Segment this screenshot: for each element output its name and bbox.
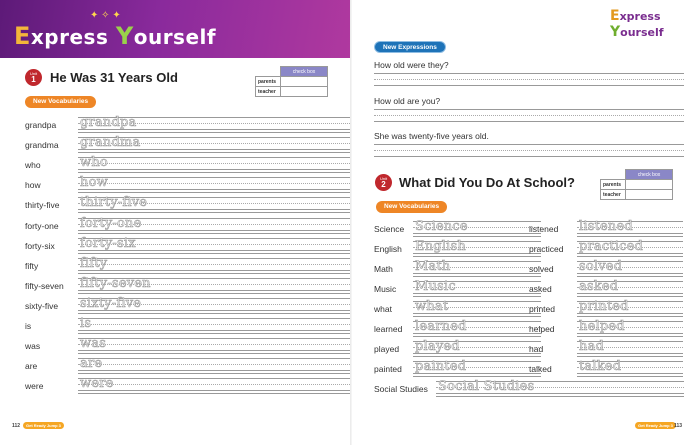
vocab-word: asked (529, 284, 552, 294)
tracing-lines[interactable] (413, 218, 541, 238)
tracing-lines[interactable] (78, 275, 352, 295)
vocab-row (529, 258, 683, 278)
writing-line (374, 156, 684, 157)
page-title: What Did You Do At School? (399, 175, 575, 190)
vocab-row (25, 174, 352, 194)
writing-line (374, 79, 684, 80)
vocab-word: thirty-five (25, 200, 60, 211)
vocab-word: sixty-five (25, 300, 59, 311)
tracing-lines[interactable] (577, 258, 683, 278)
check-box-header: check box (281, 67, 328, 77)
writing-line (374, 85, 684, 86)
trace-word: is (80, 316, 92, 331)
tracing-lines[interactable] (78, 295, 352, 315)
trace-word: painted (415, 359, 467, 374)
tracing-lines[interactable] (78, 255, 352, 275)
check-box-table (255, 66, 328, 97)
tracing-lines[interactable] (577, 278, 683, 298)
tracing-lines[interactable] (577, 218, 683, 238)
tracing-lines[interactable] (577, 318, 683, 338)
vocab-row (529, 338, 683, 358)
vocab-word: are (25, 361, 38, 372)
trace-word: what (415, 299, 449, 314)
tracing-lines[interactable] (78, 174, 352, 194)
vocab-pill: New Vocabularies (376, 201, 447, 213)
vocab-row (374, 338, 544, 358)
tracing-lines[interactable] (78, 194, 352, 214)
trace-word: talked (579, 359, 622, 374)
footer-label: Get Ready Jump 3 (23, 422, 64, 429)
trace-word: English (415, 239, 466, 254)
trace-word: how (80, 175, 108, 191)
vocab-row (25, 275, 352, 295)
vocab-row (25, 315, 352, 335)
page-title: He Was 31 Years Old (50, 70, 178, 85)
vocab-row (374, 258, 541, 278)
vocab-row (374, 378, 684, 398)
tracing-lines[interactable] (78, 375, 352, 395)
unit-badge: Unit 2 (375, 174, 392, 191)
vocab-row (529, 238, 683, 258)
expression-3: She was twenty-five years old. (374, 131, 489, 141)
vocab-word: printed (529, 304, 555, 314)
vocab-row (529, 298, 683, 318)
vocab-row (25, 114, 352, 134)
vocab-row (529, 278, 683, 298)
writing-line (374, 109, 684, 110)
trace-word: thirty-five (80, 195, 148, 211)
teacher-label: teacher (256, 87, 281, 97)
trace-word: forty-one (80, 215, 142, 231)
vocab-word: learned (374, 324, 403, 334)
tracing-lines[interactable] (413, 298, 541, 318)
unit-badge: Unit 1 (25, 69, 42, 86)
trace-word: are (80, 356, 103, 372)
expression-1: How old were they? (374, 60, 449, 70)
writing-line (374, 115, 684, 116)
trace-word: printed (579, 299, 629, 314)
vocab-row (25, 215, 352, 235)
vocab-word: practiced (529, 244, 564, 254)
trace-word: helped (579, 319, 625, 334)
vocab-word: fifty (25, 260, 39, 271)
vocab-word: had (529, 344, 544, 354)
vocab-row (25, 335, 352, 355)
vocab-word: Math (374, 264, 393, 274)
vocab-word: forty-one (25, 220, 59, 231)
vocab-row (374, 278, 541, 298)
vocab-word: who (25, 160, 41, 171)
trace-word: asked (579, 279, 619, 294)
tracing-lines[interactable] (413, 318, 541, 338)
trace-word: had (579, 339, 605, 354)
tracing-lines[interactable] (78, 154, 352, 174)
parents-check-field[interactable] (626, 180, 673, 190)
vocab-word: were (25, 381, 44, 392)
writing-line (374, 73, 684, 74)
brand-logo-small: Express Yourself (610, 8, 664, 40)
right-page (352, 0, 700, 445)
trace-word: Science (415, 219, 468, 234)
trace-word: forty-six (80, 235, 136, 251)
tracing-lines[interactable] (577, 338, 683, 358)
page-number: 112 (12, 423, 21, 429)
trace-word: grandpa (80, 115, 137, 130)
tracing-lines[interactable] (577, 298, 683, 318)
tracing-lines[interactable] (78, 134, 352, 154)
trace-word: learned (415, 319, 467, 334)
tracing-lines[interactable] (413, 238, 541, 258)
tracing-lines[interactable] (413, 338, 544, 358)
vocab-row (25, 134, 352, 154)
vocab-row (374, 318, 541, 338)
writing-line (374, 121, 684, 122)
vocab-word: forty-six (25, 240, 55, 251)
expression-2: How old are you? (374, 96, 441, 106)
tracing-lines[interactable] (577, 238, 683, 258)
parents-check-field[interactable] (281, 77, 328, 87)
vocab-pill: New Vocabularies (25, 96, 96, 108)
parents-label: parents (601, 180, 626, 190)
page-number: 113 (674, 423, 683, 429)
trace-word: solved (579, 259, 623, 274)
vocab-word: solved (529, 264, 554, 274)
tracing-lines[interactable] (78, 114, 352, 134)
vocab-word: is (25, 321, 32, 331)
vocab-row (25, 235, 352, 255)
teacher-label: teacher (601, 190, 626, 200)
brand-banner (0, 0, 352, 58)
vocab-row (529, 358, 683, 378)
trace-word: was (80, 336, 107, 352)
vocab-row (374, 218, 541, 238)
tracing-lines[interactable] (78, 215, 352, 235)
vocab-word: listened (529, 224, 559, 234)
vocab-word: English (374, 244, 402, 254)
trace-word: Social Studies (438, 379, 535, 394)
vocab-word: talked (529, 364, 552, 374)
tracing-lines[interactable] (413, 278, 541, 298)
trace-word: Math (415, 259, 451, 274)
vocab-word: Science (374, 224, 405, 234)
stars-decoration-icon: ✦ ✧ ✦ (90, 10, 121, 21)
tracing-lines[interactable] (78, 335, 352, 355)
vocab-row (374, 238, 541, 258)
vocab-word: how (25, 180, 41, 191)
tracing-lines[interactable] (413, 358, 541, 378)
trace-word: listened (579, 219, 633, 234)
tracing-lines[interactable] (78, 355, 352, 375)
trace-word: Music (415, 279, 456, 294)
vocab-word: Social Studies (374, 384, 428, 394)
vocab-word: helped (529, 324, 555, 334)
vocab-row (529, 318, 683, 338)
tracing-lines[interactable] (413, 258, 541, 278)
tracing-lines[interactable] (78, 315, 352, 335)
trace-word: were (80, 376, 114, 392)
trace-word: grandma (80, 135, 141, 151)
vocab-row (25, 255, 352, 275)
expressions-pill: New Expressions (374, 41, 446, 53)
parents-label: parents (256, 77, 281, 87)
check-box-header: check box (626, 170, 673, 180)
vocab-word: grandpa (25, 120, 57, 130)
trace-word: practiced (579, 239, 644, 254)
teacher-check-field[interactable] (626, 190, 673, 200)
brand-logo: Express Yourself (14, 22, 217, 50)
vocab-row (25, 355, 352, 375)
vocab-word: fifty-seven (25, 280, 64, 291)
vocab-word: grandma (25, 140, 59, 151)
vocab-row (374, 358, 541, 378)
vocab-row (529, 218, 683, 238)
vocab-row (25, 375, 352, 395)
trace-word: played (415, 339, 460, 354)
tracing-lines[interactable] (577, 358, 683, 378)
vocab-row (25, 194, 352, 214)
tracing-lines[interactable] (78, 235, 352, 255)
vocab-word: played (374, 344, 400, 354)
vocab-word: was (25, 341, 41, 352)
vocab-row (25, 295, 352, 315)
trace-word: who (80, 155, 108, 171)
vocab-word: Music (374, 284, 397, 294)
writing-line (374, 150, 684, 151)
tracing-lines[interactable] (436, 378, 684, 398)
vocab-word: painted (374, 364, 402, 374)
footer-label: Get Ready Jump 3 (635, 422, 676, 429)
teacher-check-field[interactable] (281, 87, 328, 97)
writing-line (374, 144, 684, 145)
trace-word: sixty-five (80, 295, 142, 311)
check-box-table (600, 169, 673, 200)
trace-word: fifty (80, 255, 108, 271)
trace-word: fifty-seven (80, 275, 151, 291)
vocab-row (25, 154, 352, 174)
vocab-row (374, 298, 541, 318)
vocab-word: what (374, 304, 392, 314)
